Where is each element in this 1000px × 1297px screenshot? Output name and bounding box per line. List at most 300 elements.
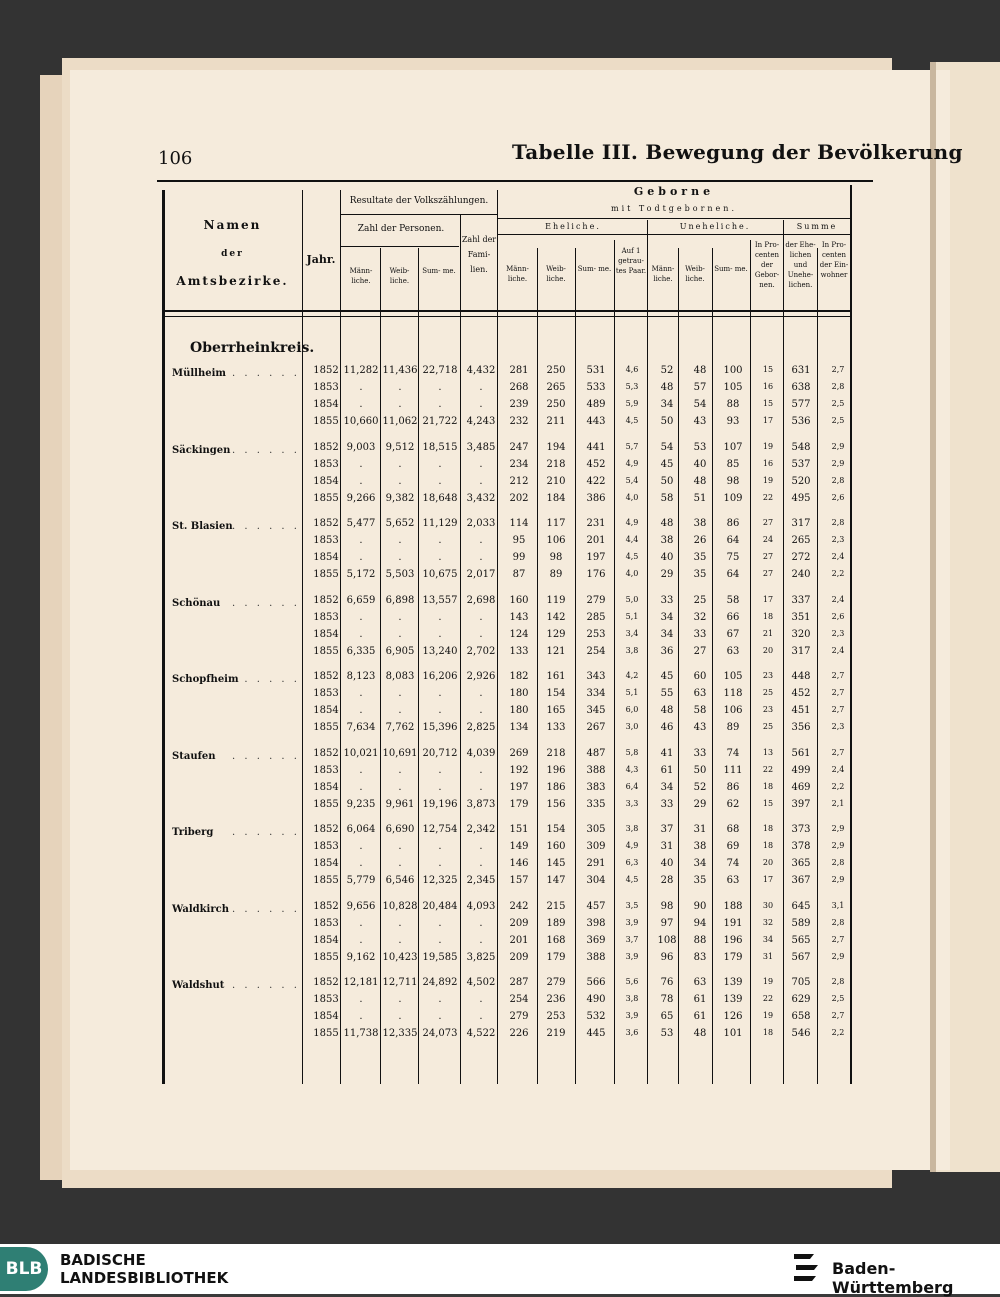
table-cell: 89 (549, 569, 563, 580)
table-cell: 369 (586, 934, 606, 946)
table-cell: 11,062 (382, 416, 418, 427)
header-summe: Sum- me. (577, 265, 612, 273)
table-cell: 15 (762, 798, 774, 808)
table-cell: 93 (726, 416, 740, 427)
table-cell: 20,484 (422, 900, 458, 912)
header-inproc: In Pro- centen der Gebor- nen. (754, 241, 780, 289)
header-dereh: der Ehe- lichen und Unehe- lichen. (785, 241, 816, 289)
table-cell: 18 (762, 841, 774, 850)
blb-line2: LANDESBIBLIOTHEK (60, 1269, 229, 1287)
table-cell: 32 (693, 611, 707, 623)
table-cell: 2,017 (466, 569, 496, 580)
table-cell: 35 (693, 875, 707, 886)
table-cell: 4,9 (625, 458, 639, 468)
page-number: 106 (158, 148, 193, 169)
table-cell: 279 (546, 977, 566, 988)
table-cell: 38 (660, 535, 674, 546)
table-cell: 219 (546, 1028, 566, 1039)
table-cell: 197 (509, 781, 529, 793)
table-cell: . (398, 399, 402, 410)
table-cell: 231 (586, 518, 606, 529)
table-cell: 168 (546, 934, 566, 946)
table-cell: . (479, 1011, 483, 1022)
page-title: Tabelle III. Bewegung der Bevölkerung (512, 140, 963, 164)
table-cell: 22,718 (422, 365, 458, 376)
table-cell: 54 (660, 441, 674, 453)
table-cell: 133 (509, 645, 529, 657)
bw-label[interactable]: Baden-Württemberg (832, 1259, 954, 1297)
table-cell: . (438, 858, 442, 869)
table-cell: 34 (660, 399, 674, 410)
table-cell: 386 (586, 492, 606, 504)
table-cell: . (438, 1011, 442, 1022)
table-cell: 4,243 (466, 416, 496, 427)
table-cell: 32 (762, 917, 774, 927)
table-cell: 10,675 (422, 569, 458, 580)
col-line (817, 248, 818, 1084)
table-cell: 25 (762, 722, 774, 731)
table-cell: 6,898 (385, 594, 415, 606)
table-cell: 27 (762, 518, 774, 527)
table-cell: 154 (546, 688, 566, 699)
col-line (750, 240, 751, 1084)
table-cell: 532 (586, 1011, 606, 1022)
table-cell: . (398, 764, 402, 776)
table-cell: 13,240 (422, 645, 458, 657)
table-cell: 566 (586, 977, 606, 988)
table-cell: 5,477 (346, 518, 376, 529)
table-cell: 68 (726, 824, 740, 835)
table-cell: 5,9 (625, 399, 639, 408)
table-cell: 8,123 (346, 671, 376, 682)
table-cell: 139 (723, 977, 743, 988)
table-cell: 452 (791, 688, 811, 699)
table-cell: 658 (791, 1011, 811, 1022)
table-cell: 373 (791, 824, 811, 835)
table-cell: . (398, 688, 402, 699)
header-name-1: der (221, 249, 244, 259)
table-cell: 109 (723, 492, 743, 504)
table-cell: 240 (791, 569, 811, 580)
col-line (537, 248, 538, 1084)
table-cell: 2,342 (466, 824, 496, 835)
table-cell: 3,825 (466, 951, 496, 963)
table-cell: 19 (762, 441, 774, 451)
col-line (647, 220, 648, 1084)
table-cell: 86 (726, 781, 740, 793)
table-cell: 17 (762, 594, 774, 604)
table-cell: 143 (509, 611, 529, 623)
blb-logo[interactable]: BLB (0, 1247, 48, 1291)
table-cell: 182 (509, 671, 529, 682)
table-cell: 1852 (313, 365, 339, 376)
table-cell: 83 (693, 951, 707, 963)
table-cell: 9,382 (385, 492, 415, 504)
table-cell: 448 (791, 671, 811, 682)
table-cell: 180 (509, 688, 529, 699)
table-cell: 19 (762, 475, 774, 485)
table-cell: . (359, 1011, 363, 1022)
table-cell: 388 (586, 764, 606, 776)
table-cell: 1853 (313, 458, 339, 470)
table-cell: 2,926 (466, 671, 496, 682)
table-cell: 48 (693, 365, 707, 376)
table-cell: . (398, 994, 402, 1005)
table-cell: 211 (546, 416, 566, 427)
row-line (498, 234, 850, 235)
table-cell: 188 (723, 900, 743, 912)
table-cell: 2,5 (831, 416, 845, 425)
table-cell: 2,3 (831, 722, 845, 731)
table-cell: 2,7 (831, 688, 845, 697)
table-cell: 23 (762, 671, 774, 680)
header-year-col: Jahr. (306, 253, 336, 266)
table-cell: 7,634 (346, 722, 376, 733)
table-cell: 196 (723, 934, 743, 946)
table-cell: 61 (693, 1011, 707, 1022)
table-cell: . (398, 458, 402, 470)
table-cell: 108 (657, 934, 677, 946)
table-cell: . (359, 535, 363, 546)
district-name: Schopfheim (172, 674, 239, 685)
table-cell: 2,698 (466, 594, 496, 606)
table-cell: 5,172 (346, 569, 376, 580)
table-cell: 548 (791, 441, 811, 453)
table-cell: 35 (693, 569, 707, 580)
col-line (302, 190, 303, 1084)
table-cell: 20 (762, 645, 774, 655)
table-cell: 4,0 (625, 492, 639, 502)
table-cell: 1852 (313, 747, 339, 759)
table-cell: 209 (509, 951, 529, 963)
table-cell: 2,345 (466, 875, 496, 886)
col-line (614, 240, 615, 1084)
table-cell: 74 (726, 747, 740, 759)
table-cell: 15 (762, 365, 774, 374)
table-cell: . (479, 535, 483, 546)
table-cell: 13 (762, 747, 774, 757)
table-cell: 5,652 (385, 518, 415, 529)
table-cell: 37 (660, 824, 674, 835)
table-cell: 63 (726, 645, 740, 657)
table-cell: 1853 (313, 535, 339, 546)
table-cell: 2,9 (831, 841, 845, 850)
table-cell: 1855 (313, 722, 339, 733)
table-cell: . (438, 994, 442, 1005)
table-cell: 26 (693, 535, 707, 546)
table-cell: 443 (586, 416, 606, 427)
table-cell: 17 (762, 416, 774, 425)
table-cell: 9,961 (385, 798, 415, 810)
table-cell: 487 (586, 747, 606, 759)
table-cell: 397 (791, 798, 811, 810)
table-cell: . (359, 628, 363, 640)
table-cell: 189 (546, 917, 566, 929)
table-cell: 118 (723, 688, 743, 699)
table-cell: 422 (586, 475, 606, 487)
table-cell: 180 (509, 705, 529, 716)
table-cell: 250 (546, 399, 566, 410)
table-cell: 15 (762, 399, 774, 408)
table-cell: 179 (546, 951, 566, 963)
table-cell: 96 (660, 951, 674, 963)
table-cell: 86 (726, 518, 740, 529)
table-cell: 5,8 (625, 747, 639, 757)
table-cell: 577 (791, 399, 811, 410)
table-cell: 63 (693, 977, 707, 988)
table-cell: . (479, 628, 483, 640)
table-cell: 1852 (313, 977, 339, 988)
table-cell: 210 (546, 475, 566, 487)
table-cell: 29 (693, 798, 707, 810)
table-cell: 75 (726, 552, 740, 563)
table-cell: 4,0 (625, 569, 639, 578)
table-cell: . (479, 611, 483, 623)
table-cell: 5,1 (625, 611, 639, 621)
table-cell: 3,4 (625, 628, 639, 638)
table-cell: . (479, 688, 483, 699)
table-cell: 247 (509, 441, 529, 453)
table-cell: 335 (586, 798, 606, 810)
table-cell: . (438, 781, 442, 793)
table-cell: 105 (723, 382, 743, 393)
table-cell: 18 (762, 824, 774, 833)
table-cell: 50 (693, 764, 707, 776)
table-cell: 4,502 (466, 977, 496, 988)
table-cell: 64 (726, 535, 740, 546)
leader-dots: . . . . . . (232, 980, 300, 991)
col-line (460, 215, 461, 1084)
table-cell: 367 (791, 875, 811, 886)
table-cell: . (479, 382, 483, 393)
table-cell: 234 (509, 458, 529, 470)
table-cell: 121 (546, 645, 566, 657)
table-cell: 2,8 (831, 382, 845, 391)
table-cell: . (359, 841, 363, 852)
table-cell: 1853 (313, 688, 339, 699)
table-cell: 267 (586, 722, 606, 733)
header-weib: Weib- liche. (546, 265, 566, 283)
table-cell: 134 (509, 722, 529, 733)
col-line (380, 248, 381, 1084)
table-cell: 48 (693, 475, 707, 487)
table-cell: 160 (546, 841, 566, 852)
table-cell: 3,1 (831, 900, 845, 910)
header-todtgeb: mit Todtgebornen. (611, 204, 737, 213)
table-cell: 6,546 (385, 875, 415, 886)
table-cell: 133 (546, 722, 566, 733)
table-cell: 236 (546, 994, 566, 1005)
table-cell: 2,9 (831, 441, 845, 451)
table-cell: 2,9 (831, 875, 845, 884)
table-cell: 5,0 (625, 594, 639, 604)
table-cell: 40 (660, 858, 674, 869)
table-cell: 334 (586, 688, 606, 699)
table-cell: 1853 (313, 382, 339, 393)
table-cell: 2,5 (831, 994, 845, 1003)
table-cell: 66 (726, 611, 740, 623)
leader-dots: . . . . . . (232, 368, 300, 379)
table-cell: 41 (660, 747, 674, 759)
table-cell: 2,8 (831, 858, 845, 867)
table-cell: 320 (791, 628, 811, 640)
table-cell: 139 (723, 994, 743, 1005)
table-cell: 3,8 (625, 994, 639, 1003)
table-cell: 546 (791, 1028, 811, 1039)
table-cell: 90 (693, 900, 707, 912)
table-cell: 1852 (313, 900, 339, 912)
table-cell: 218 (546, 747, 566, 759)
table-cell: 3,5 (625, 900, 639, 910)
table-cell: 1855 (313, 951, 339, 963)
table-cell: . (398, 1011, 402, 1022)
table-cell: 201 (586, 535, 606, 546)
table-cell: 18,648 (422, 492, 458, 504)
table-cell: 2,4 (831, 552, 845, 561)
table-cell: . (359, 475, 363, 487)
table-cell: . (438, 934, 442, 946)
table-cell: 304 (586, 875, 606, 886)
table-cell: 5,779 (346, 875, 376, 886)
table-cell: 20 (762, 858, 774, 867)
table-cell: 23 (762, 705, 774, 714)
table-cell: 537 (791, 458, 811, 470)
blb-line1: BADISCHE (60, 1251, 146, 1269)
table-cell: 388 (586, 951, 606, 963)
table-cell: 101 (723, 1028, 743, 1039)
table-cell: 2,7 (831, 671, 845, 680)
table-cell: 25 (762, 688, 774, 697)
table-cell: 291 (586, 858, 606, 869)
table-cell: 149 (509, 841, 529, 852)
table-cell: 76 (660, 977, 674, 988)
leader-dots: . . . . . . (232, 903, 300, 915)
table-cell: 3,8 (625, 824, 639, 833)
table-cell: 242 (509, 900, 529, 912)
table-cell: 2,9 (831, 458, 845, 468)
table-cell: 17 (762, 875, 774, 884)
leader-dots: . . . . . . (232, 674, 300, 685)
table-cell: 1855 (313, 1028, 339, 1039)
table-cell: 25 (693, 594, 707, 606)
table-cell: 157 (509, 875, 529, 886)
table-cell: 34 (660, 781, 674, 793)
table-cell: 9,003 (346, 441, 376, 453)
table-cell: 4,9 (625, 841, 639, 850)
table-cell: 124 (509, 628, 529, 640)
table-cell: 36 (660, 645, 674, 657)
table-cell: 5,1 (625, 688, 639, 697)
table-cell: 2,5 (831, 399, 845, 408)
table-cell: 495 (791, 492, 811, 504)
table-cell: 1854 (313, 628, 339, 640)
table-cell: 3,7 (625, 934, 639, 944)
table-cell: . (359, 382, 363, 393)
table-cell: 209 (509, 917, 529, 929)
row-line (341, 214, 497, 215)
table-cell: 1855 (313, 416, 339, 427)
table-cell: 100 (723, 365, 743, 376)
table-cell: 254 (586, 645, 606, 657)
table-cell: 383 (586, 781, 606, 793)
table-cell: 12,325 (422, 875, 458, 886)
table-cell: 2,702 (466, 645, 496, 657)
header-summe-grp: Summe (796, 222, 838, 231)
table-cell: 20,712 (422, 747, 458, 759)
col-line (783, 220, 784, 1084)
table-cell: 2,6 (831, 611, 845, 621)
table-cell: 22 (762, 492, 774, 502)
table-cell: 2,4 (831, 594, 845, 604)
table-cell: 3,9 (625, 951, 639, 961)
table-cell: 1853 (313, 764, 339, 776)
table-cell: 12,711 (382, 977, 418, 988)
blb-name[interactable] (60, 1251, 228, 1287)
table-cell: 268 (509, 382, 529, 393)
table-cell: 469 (791, 781, 811, 793)
table-cell: . (359, 917, 363, 929)
col-line (162, 190, 165, 1084)
table-cell: 201 (509, 934, 529, 946)
table-cell: 160 (509, 594, 529, 606)
district-name: Säckingen (172, 444, 231, 456)
table-cell: 194 (546, 441, 566, 453)
table-cell: 15,396 (422, 722, 458, 733)
table-cell: 74 (726, 858, 740, 869)
header-geborne: Geborne (633, 185, 715, 198)
table-cell: 40 (693, 458, 707, 470)
table-cell: 29 (660, 569, 674, 580)
col-line (575, 248, 576, 1084)
table-cell: . (479, 552, 483, 563)
table-cell: 1854 (313, 858, 339, 869)
table-cell: 9,656 (346, 900, 376, 912)
table-cell: 31 (762, 951, 774, 961)
table-cell: 9,512 (385, 441, 415, 453)
table-cell: 629 (791, 994, 811, 1005)
table-cell: . (438, 399, 442, 410)
table-cell: 317 (791, 518, 811, 529)
table-cell: 6,064 (346, 824, 376, 835)
table-cell: . (398, 917, 402, 929)
table-cell: 1854 (313, 934, 339, 946)
table-cell: . (479, 858, 483, 869)
table-cell: 1852 (313, 441, 339, 453)
table-cell: 9,162 (346, 951, 376, 963)
table-cell: 88 (693, 934, 707, 946)
table-cell: 98 (549, 552, 563, 563)
bw-lions-icon (790, 1250, 822, 1288)
table-cell: 184 (546, 492, 566, 504)
table-cell: 40 (660, 552, 674, 563)
table-cell: 43 (693, 416, 707, 427)
table-cell: . (359, 688, 363, 699)
table-cell: 365 (791, 858, 811, 869)
table-cell: 10,828 (382, 900, 418, 912)
table-cell: 1853 (313, 917, 339, 929)
table-cell: 536 (791, 416, 811, 427)
table-cell: 279 (509, 1011, 529, 1022)
table-cell: 11,129 (422, 518, 458, 529)
table-cell: 31 (660, 841, 674, 852)
table-cell: 645 (791, 900, 811, 912)
table-cell: 1854 (313, 705, 339, 716)
table-cell: 3,3 (625, 798, 639, 808)
table-cell: 1853 (313, 611, 339, 623)
header-summe: Sum- me. (714, 265, 748, 273)
table-cell: 2,4 (831, 645, 845, 655)
table-cell: . (398, 475, 402, 487)
